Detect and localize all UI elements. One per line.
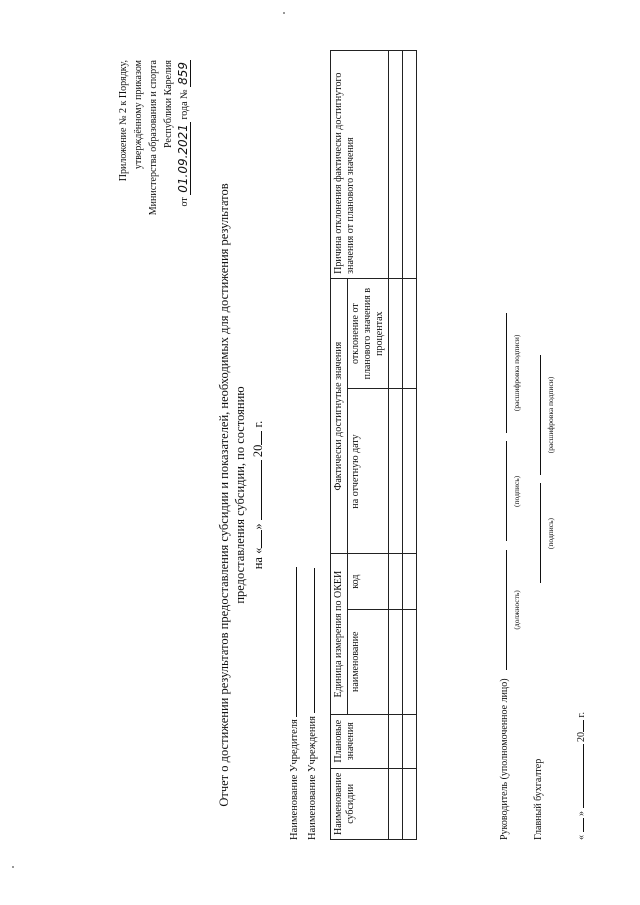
cell[interactable] [403,554,417,609]
cell[interactable] [389,714,403,768]
cell[interactable] [389,768,403,839]
header-unit-name: наименование [348,609,389,714]
appendix-line: Министерства образования и спорта [148,60,159,216]
date-close-quote: » [251,523,265,530]
footer-day-blank[interactable] [583,819,584,833]
title-line-2: предоставления субсидии, по состоянию [233,386,247,604]
founder-row [286,567,304,840]
accountant-sign-blank[interactable] [530,484,555,584]
report-title [216,150,266,840]
header-actual-date: на отчетную дату [348,389,389,554]
head-signature-row [496,313,530,840]
sign-caption: (подпись) [512,475,521,507]
date-suffix: г. [251,420,265,428]
cell[interactable] [403,714,417,768]
header-unit-code: код [348,554,389,609]
signature-block [496,313,564,840]
cell[interactable] [389,554,403,609]
table-row [403,51,417,840]
date-open-quote: на « [251,547,265,570]
accountant-decode-blank[interactable] [530,355,555,475]
sign-caption: (подпись) [546,517,555,550]
cell[interactable] [403,609,417,714]
order-date-handwritten: 01.09.2021 [176,124,190,193]
cell[interactable] [389,278,403,389]
appendix-line: утверждённому приказом [133,60,144,170]
appendix-order-line [176,60,192,320]
scan-speck [283,12,285,14]
appendix-line: Республики Карелия [163,60,174,149]
results-table [330,50,417,840]
position-caption: (должность) [512,590,521,630]
cell[interactable] [403,389,417,554]
report-form [20,20,620,880]
header-deviation-reason: Причина отклонения фактически достигнутого значения от планового значения [331,51,389,279]
order-year-word: года № [179,89,190,120]
header-subsidy-name: Наименование субсидии [331,768,389,839]
date-year-prefix: 20 [251,444,265,458]
header-planned-values: Плановые значения [331,714,389,768]
cell[interactable] [403,768,417,839]
organization-fields [286,567,322,840]
head-sign-blank[interactable] [496,441,521,541]
footer-year-blank[interactable] [583,720,584,732]
title-line-1: Отчет о достижении результатов предоставления субсидии и показателей, необходимых для достижения результатов [217,183,231,807]
accountant-signature-row [530,313,564,840]
footer-year-prefix: 20 [576,732,587,742]
institution-row [304,567,322,840]
header-deviation-percent: отклонение от планового значения в процентах [348,278,389,389]
cell[interactable] [389,609,403,714]
footer-month-blank[interactable] [583,745,584,809]
scan-speck [12,866,14,868]
appendix-line: Приложение № 2 к Порядку, [118,60,129,182]
cell[interactable] [403,278,417,389]
table-row [389,51,403,840]
decode-caption: (расшифровка подписи) [512,334,521,412]
footer-date [576,712,587,840]
year-blank[interactable] [261,431,262,445]
footer-date-suffix: г. [576,712,587,718]
header-okei-unit: Единица измерения по ОКЕИ [331,554,348,714]
accountant-label: Главный бухгалтер [533,758,544,840]
order-number-handwritten: 859 [176,62,190,85]
decode-caption: (расшифровка подписи) [546,376,555,454]
founder-blank[interactable] [296,567,297,717]
institution-label: Наименование Учреждения [307,716,318,840]
cell[interactable] [403,51,417,279]
table-header-row [331,51,348,840]
month-blank[interactable] [261,460,262,520]
footer-close-quote: » [576,811,587,816]
institution-blank[interactable] [314,568,315,713]
head-label: Руководитель (уполномоченное лицо) [499,678,510,840]
header-actual-values: Фактически достигнутые значения [331,278,348,554]
day-blank[interactable] [261,530,262,548]
order-date-prefix: от [179,197,190,207]
founder-label: Наименование Учредителя [289,719,300,840]
appendix-header [116,60,192,320]
cell[interactable] [389,389,403,554]
head-position-blank[interactable] [496,550,521,670]
title-date-line [250,150,266,840]
footer-open-quote: « [576,835,587,840]
head-decode-blank[interactable] [496,313,521,433]
cell[interactable] [389,51,403,279]
